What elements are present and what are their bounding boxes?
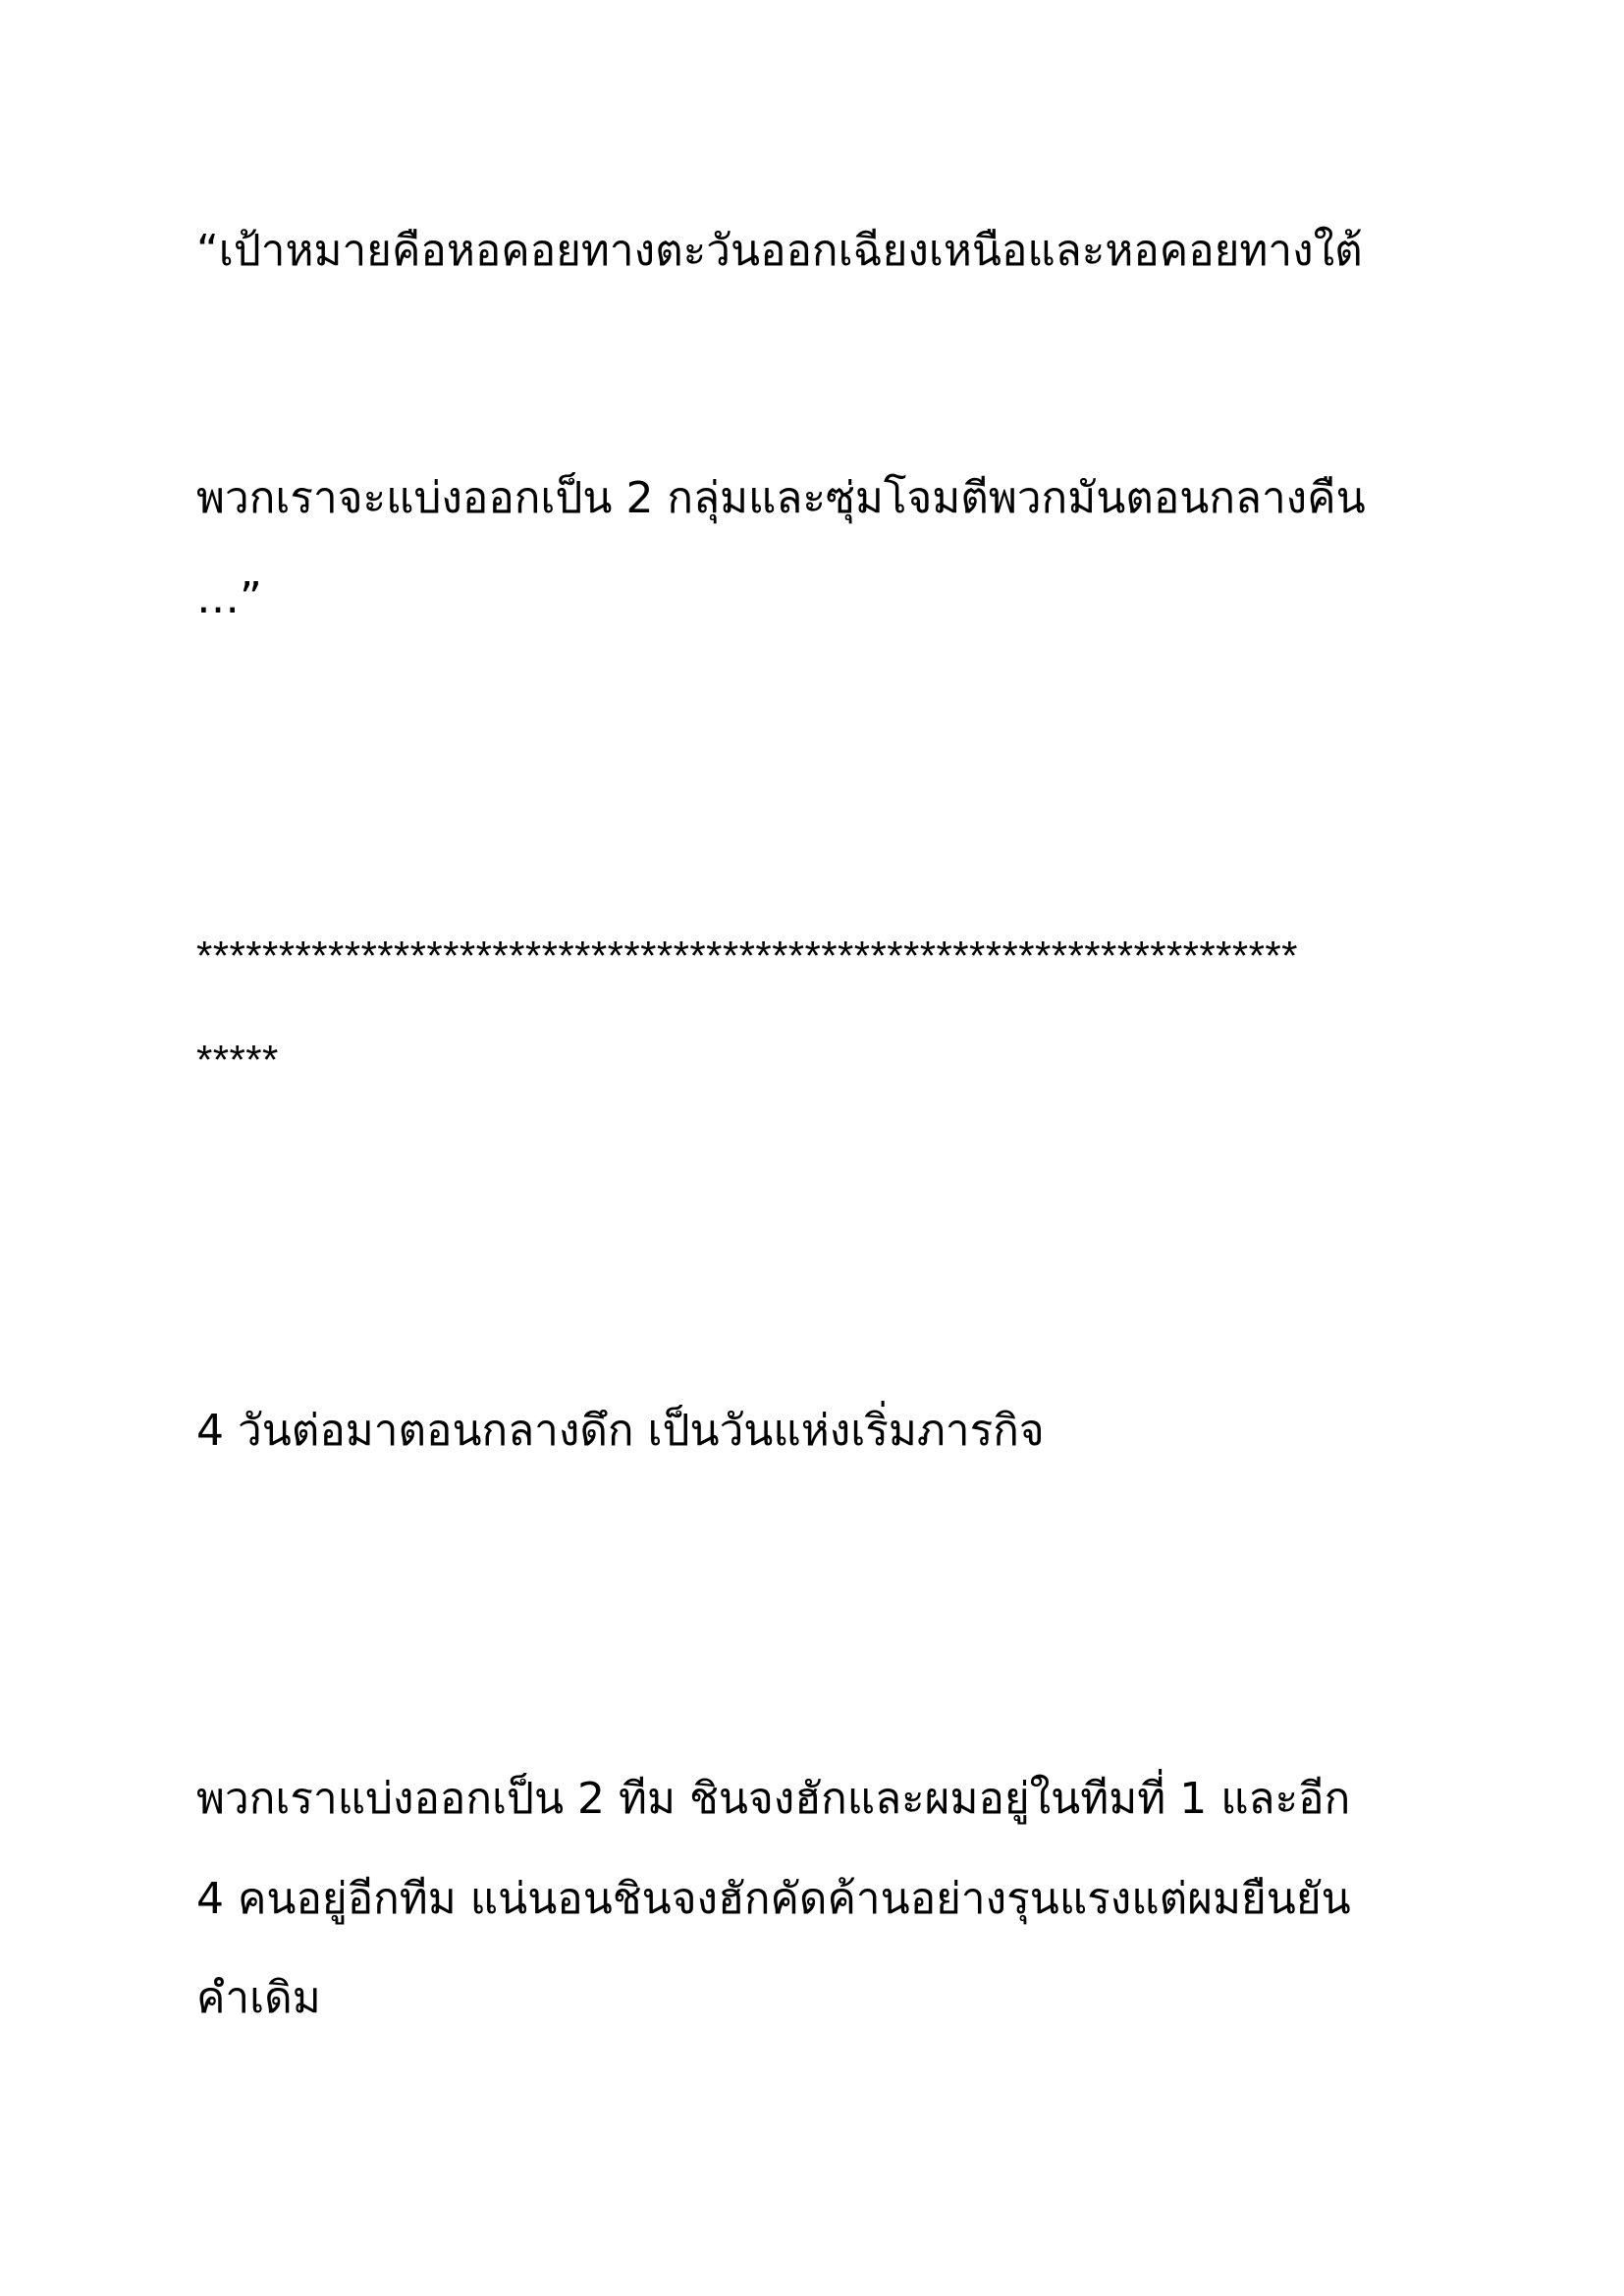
paragraph-1-line-1: “เป้าหมายคือหอคอยทางตะวันออกเฉียงเหนือและหอคอยทางใต้ [196, 226, 1363, 276]
paragraph-4-line-2: 4 คนอยู่อีกทีม แน่นอนชินจงฮักคัดค้านอย่างรุนแรงแต่ผมยืนยัน [196, 1874, 1351, 1924]
paragraph-4-line-3: คำเดิม [196, 1973, 321, 2023]
paragraph-2-line-2: …” [196, 573, 262, 623]
separator-line-1: ******************************************************************* [196, 933, 1298, 979]
paragraph-2-line-1: พวกเราจะแบ่งออกเป็น 2 กลุ่มและซุ่มโจมตีพวกมันตอนกลางคืน [196, 473, 1366, 523]
paragraph-3-line-1: 4 วันต่อมาตอนกลางดึก เป็นวันแห่งเริ่มภารกิจ [196, 1406, 1045, 1456]
paragraph-4-line-1: พวกเราแบ่งออกเป็น 2 ทีม ชินจงฮักและผมอยู่ในทีมที่ 1 และอีก [196, 1774, 1351, 1824]
separator-line-2: ***** [196, 1037, 279, 1083]
